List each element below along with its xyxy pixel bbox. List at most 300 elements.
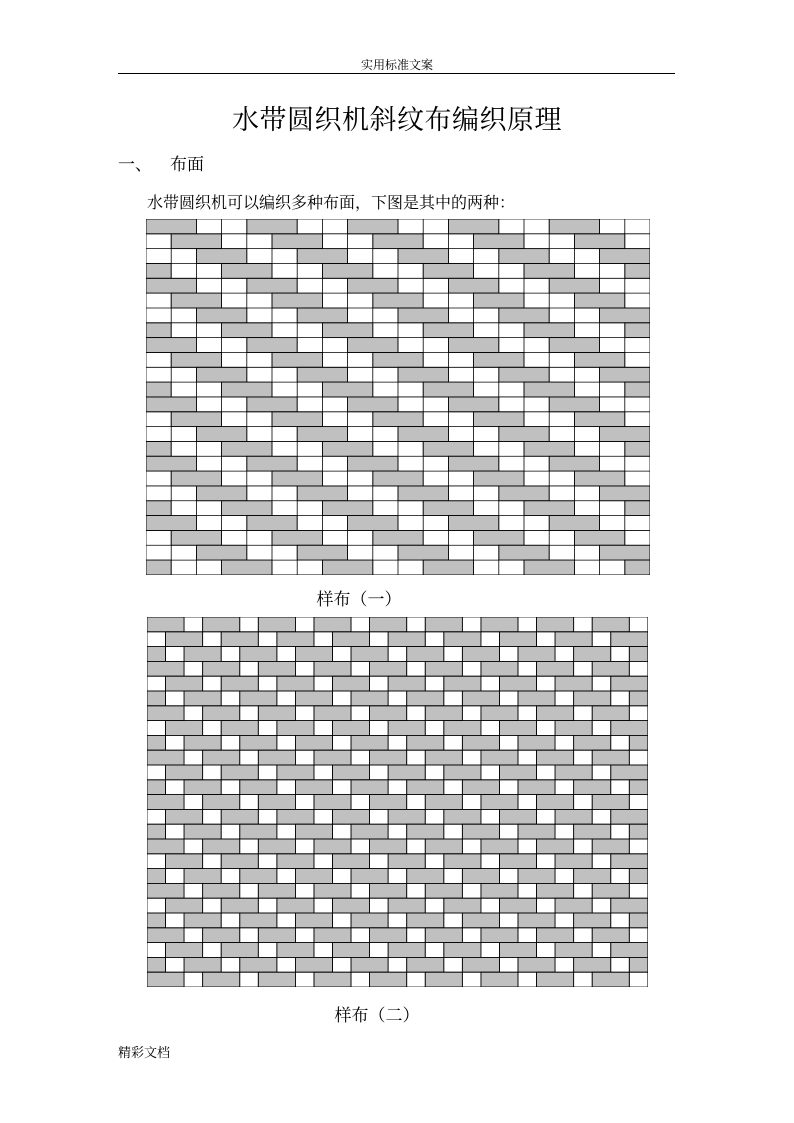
weave-2-float — [574, 780, 611, 795]
weave-2-float — [499, 721, 536, 736]
weave-2-float — [295, 780, 332, 795]
weave-2-float — [277, 809, 314, 824]
weave-2-float — [611, 632, 648, 647]
weave-1-float — [297, 308, 347, 323]
weave-2-float — [277, 765, 314, 780]
weave-2-float — [499, 676, 536, 691]
weave-2-float — [629, 957, 648, 972]
weave-2-float — [518, 957, 555, 972]
weave-2-float — [166, 854, 203, 869]
weave-2-float — [518, 735, 555, 750]
weave-2-float — [351, 647, 388, 662]
weave-2-float — [537, 706, 574, 721]
weave-1-float — [423, 382, 473, 397]
weave-2-float — [574, 913, 611, 928]
weave-1-float — [322, 560, 372, 575]
weave-1-float — [499, 545, 549, 560]
weave-2-float — [481, 706, 518, 721]
weave-2-float — [481, 928, 518, 943]
weave-1-float — [146, 501, 171, 516]
weave-2-float — [333, 676, 370, 691]
weave-1-float — [398, 545, 448, 560]
weave-2-float — [333, 898, 370, 913]
weave-2-float — [166, 765, 203, 780]
weave-2-float — [462, 780, 499, 795]
weave-2-float — [333, 721, 370, 736]
weave-2-float — [295, 824, 332, 839]
weave-2-float — [611, 854, 648, 869]
weave-2-float — [147, 661, 184, 676]
weave-2-float — [388, 809, 425, 824]
weave-2-float — [351, 824, 388, 839]
weave-2-float — [221, 943, 258, 958]
weave-1-float — [549, 219, 599, 234]
weave-2-float — [333, 765, 370, 780]
weave-2-float — [258, 839, 295, 854]
weave-1-float — [524, 501, 574, 516]
section-title: 布面 — [170, 155, 204, 175]
weave-2-float — [258, 883, 295, 898]
weave-1-float — [524, 263, 574, 278]
weave-2-float — [370, 706, 407, 721]
weave-2-float — [203, 883, 240, 898]
weave-2-float — [333, 943, 370, 958]
weave-1-float — [600, 427, 650, 442]
weave-1-float — [398, 427, 448, 442]
weave-2-float — [629, 647, 648, 662]
weave-1-float — [423, 501, 473, 516]
weave-2-float — [333, 632, 370, 647]
weave-1-float — [373, 530, 423, 545]
weave-2-float — [314, 750, 351, 765]
weave-2-float — [425, 795, 462, 810]
page-footer: 精彩文档 — [118, 1046, 171, 1061]
weave-2-float — [351, 780, 388, 795]
weave-diagram-2 — [147, 617, 648, 987]
weave-2-float — [203, 795, 240, 810]
weave-2-float — [240, 824, 277, 839]
weave-1-float — [247, 278, 297, 293]
weave-2-float — [370, 750, 407, 765]
weave-2-float — [499, 943, 536, 958]
weave-1-float — [398, 486, 448, 501]
weave-2-float — [462, 913, 499, 928]
weave-1-float — [373, 352, 423, 367]
weave-2-float — [166, 943, 203, 958]
weave-2-float — [555, 721, 592, 736]
weave-1-float — [272, 234, 322, 249]
weave-2-float — [574, 869, 611, 884]
weave-2-float — [462, 691, 499, 706]
weave-1-float — [247, 338, 297, 353]
weave-2-float — [277, 632, 314, 647]
weave-1-float — [625, 560, 650, 575]
weave-2-float — [240, 869, 277, 884]
weave-2-float — [481, 883, 518, 898]
weave-2-float — [240, 647, 277, 662]
weave-2-float — [425, 928, 462, 943]
weave-2-float — [370, 795, 407, 810]
weave-2-float — [184, 647, 221, 662]
weave-1-float — [499, 486, 549, 501]
weave-1-float — [297, 545, 347, 560]
weave-1-float — [146, 263, 171, 278]
weave-2-float — [462, 869, 499, 884]
weave-1-float — [297, 367, 347, 382]
weave-2-float — [611, 721, 648, 736]
weave-2-float — [611, 765, 648, 780]
weave-2-float — [147, 839, 184, 854]
weave-diagram-1 — [146, 219, 650, 575]
weave-2-float — [537, 750, 574, 765]
weave-1-float — [574, 412, 624, 427]
weave-1-float — [448, 397, 498, 412]
weave-2-float — [481, 795, 518, 810]
weave-1-float — [524, 560, 574, 575]
weave-1-float — [474, 293, 524, 308]
weave-2-float — [166, 632, 203, 647]
page-header: 实用标准文案 — [360, 58, 433, 72]
weave-2-float — [388, 898, 425, 913]
weave-2-float — [370, 661, 407, 676]
weave-1-float — [524, 441, 574, 456]
weave-2-float — [425, 883, 462, 898]
weave-2-float — [518, 691, 555, 706]
weave-2-float — [499, 898, 536, 913]
weave-1-float — [423, 323, 473, 338]
weave-1-float — [146, 323, 171, 338]
weave-2-float — [147, 691, 166, 706]
weave-2-float — [518, 869, 555, 884]
weave-2-float — [184, 824, 221, 839]
weave-2-float — [370, 928, 407, 943]
weave-2-float — [147, 750, 184, 765]
weave-2-float — [537, 617, 574, 632]
weave-2-float — [314, 972, 351, 987]
weave-1-float — [448, 278, 498, 293]
weave-2-float — [277, 943, 314, 958]
weave-2-float — [277, 898, 314, 913]
weave-1-float — [348, 278, 398, 293]
weave-2-float — [407, 735, 444, 750]
weave-2-float — [203, 617, 240, 632]
weave-1-float — [171, 352, 221, 367]
weave-1-float — [574, 293, 624, 308]
weave-2-float — [592, 839, 629, 854]
weave-1-float — [348, 397, 398, 412]
weave-1-float — [247, 456, 297, 471]
weave-2-float — [574, 691, 611, 706]
weave-2-float — [351, 869, 388, 884]
weave-2-float — [370, 972, 407, 987]
weave-2-float — [629, 913, 648, 928]
weave-2-float — [258, 928, 295, 943]
weave-2-float — [203, 839, 240, 854]
weave-2-float — [425, 617, 462, 632]
weave-1-float — [146, 456, 196, 471]
weave-2-float — [147, 780, 166, 795]
weave-2-float — [333, 854, 370, 869]
weave-1-float — [222, 560, 272, 575]
weave-2-float — [388, 721, 425, 736]
weave-2-float — [592, 972, 629, 987]
weave-2-float — [462, 957, 499, 972]
weave-2-float — [277, 676, 314, 691]
weave-1-float — [625, 382, 650, 397]
weave-2-float — [592, 661, 629, 676]
weave-1-float — [322, 441, 372, 456]
weave-1-float — [448, 516, 498, 531]
weave-1-float — [247, 397, 297, 412]
weave-1-float — [448, 338, 498, 353]
weave-1-float — [398, 249, 448, 264]
weave-2-float — [351, 913, 388, 928]
weave-2-float — [611, 809, 648, 824]
weave-2-float — [592, 795, 629, 810]
weave-1-float — [222, 501, 272, 516]
document-title: 水带圆织机斜纹布编织原理 — [232, 105, 562, 136]
weave-1-float — [398, 308, 448, 323]
weave-1-float — [549, 456, 599, 471]
weave-2-float — [407, 691, 444, 706]
weave-2-float — [407, 957, 444, 972]
weave-2-float — [629, 735, 648, 750]
weave-2-float — [147, 647, 166, 662]
weave-1-float — [448, 219, 498, 234]
weave-1-float — [146, 278, 196, 293]
weave-2-float — [592, 928, 629, 943]
section-number: 一、 — [118, 155, 152, 175]
weave-2-float — [592, 706, 629, 721]
weave-1-float — [348, 456, 398, 471]
weave-2-float — [444, 809, 481, 824]
weave-2-float — [295, 957, 332, 972]
weave-1-float — [524, 323, 574, 338]
weave-2-float — [407, 780, 444, 795]
weave-1-float — [171, 234, 221, 249]
weave-2-float — [499, 632, 536, 647]
weave-2-float — [314, 883, 351, 898]
weave-2-float — [147, 706, 184, 721]
weave-2-float — [425, 750, 462, 765]
weave-1-float — [171, 471, 221, 486]
weave-1-float — [322, 382, 372, 397]
weave-1-float — [146, 560, 171, 575]
weave-1-float — [222, 382, 272, 397]
weave-2-float — [481, 972, 518, 987]
weave-1-float — [549, 516, 599, 531]
weave-1-float — [196, 249, 246, 264]
weave-2-float — [537, 883, 574, 898]
weave-2-float — [333, 809, 370, 824]
weave-1-float — [625, 441, 650, 456]
weave-2-float — [574, 824, 611, 839]
weave-2-float — [629, 824, 648, 839]
weave-2-float — [184, 957, 221, 972]
weave-1-float — [247, 516, 297, 531]
weave-2-float — [499, 765, 536, 780]
weave-1-float — [524, 382, 574, 397]
weave-1-float — [600, 367, 650, 382]
weave-1-float — [600, 486, 650, 501]
weave-1-float — [146, 382, 171, 397]
weave-2-float — [425, 839, 462, 854]
weave-2-float — [221, 765, 258, 780]
weave-2-float — [295, 647, 332, 662]
weave-2-float — [629, 691, 648, 706]
weave-1-float — [549, 397, 599, 412]
weave-2-float — [203, 928, 240, 943]
weave-1-float — [423, 263, 473, 278]
weave-2-float — [370, 617, 407, 632]
weave-1-float — [499, 367, 549, 382]
weave-2-float — [592, 883, 629, 898]
weave-2-float — [147, 957, 166, 972]
weave-2-float — [462, 824, 499, 839]
weave-2-float — [221, 898, 258, 913]
weave-1-float — [398, 367, 448, 382]
weave-1-float — [146, 338, 196, 353]
weave-2-float — [462, 735, 499, 750]
weave-1-float — [222, 323, 272, 338]
weave-2-float — [184, 780, 221, 795]
weave-2-float — [444, 632, 481, 647]
weave-2-float — [351, 691, 388, 706]
weave-2-float — [555, 632, 592, 647]
weave-2-float — [258, 617, 295, 632]
weave-2-float — [277, 721, 314, 736]
weave-2-float — [537, 972, 574, 987]
weave-2-float — [388, 676, 425, 691]
weave-1-float — [146, 397, 196, 412]
weave-1-float — [196, 308, 246, 323]
weave-2-float — [295, 691, 332, 706]
weave-2-float — [388, 943, 425, 958]
weave-2-float — [629, 780, 648, 795]
weave-1-float — [222, 441, 272, 456]
weave-2-float — [147, 913, 166, 928]
weave-2-float — [425, 972, 462, 987]
weave-2-float — [555, 854, 592, 869]
weave-2-float — [147, 972, 184, 987]
weave-1-float — [272, 412, 322, 427]
weave-1-float — [625, 263, 650, 278]
weave-2-float — [388, 632, 425, 647]
weave-2-float — [351, 735, 388, 750]
weave-1-float — [322, 501, 372, 516]
weave-2-float — [147, 883, 184, 898]
weave-2-float — [574, 647, 611, 662]
weave-1-float — [474, 412, 524, 427]
figure-caption-1: 样布（一） — [316, 590, 402, 610]
weave-2-float — [203, 750, 240, 765]
weave-2-float — [444, 765, 481, 780]
weave-2-float — [592, 617, 629, 632]
weave-2-float — [240, 691, 277, 706]
weave-2-float — [203, 972, 240, 987]
weave-2-float — [537, 928, 574, 943]
weave-2-float — [388, 854, 425, 869]
weave-1-float — [297, 249, 347, 264]
weave-2-float — [147, 735, 166, 750]
weave-1-float — [600, 249, 650, 264]
weave-2-float — [611, 676, 648, 691]
weave-1-float — [549, 278, 599, 293]
weave-2-float — [499, 809, 536, 824]
weave-1-float — [474, 352, 524, 367]
weave-2-float — [314, 839, 351, 854]
weave-2-float — [407, 913, 444, 928]
weave-2-float — [407, 869, 444, 884]
weave-2-float — [611, 898, 648, 913]
weave-1-float — [146, 219, 196, 234]
weave-1-float — [196, 486, 246, 501]
weave-2-float — [184, 735, 221, 750]
weave-2-float — [425, 661, 462, 676]
weave-2-float — [314, 661, 351, 676]
weave-1-float — [171, 293, 221, 308]
weave-1-float — [146, 441, 171, 456]
weave-2-float — [611, 943, 648, 958]
weave-2-float — [277, 854, 314, 869]
weave-2-float — [221, 676, 258, 691]
weave-1-float — [474, 471, 524, 486]
weave-1-float — [574, 234, 624, 249]
weave-1-float — [171, 530, 221, 545]
weave-2-float — [221, 854, 258, 869]
weave-2-float — [462, 647, 499, 662]
weave-1-float — [474, 530, 524, 545]
weave-2-float — [147, 869, 166, 884]
weave-2-float — [444, 898, 481, 913]
weave-2-float — [537, 795, 574, 810]
weave-2-float — [481, 839, 518, 854]
weave-1-float — [348, 516, 398, 531]
weave-1-float — [600, 545, 650, 560]
weave-2-float — [258, 661, 295, 676]
weave-1-float — [423, 560, 473, 575]
weave-2-float — [295, 869, 332, 884]
weave-1-float — [373, 412, 423, 427]
weave-1-float — [196, 427, 246, 442]
weave-2-float — [481, 617, 518, 632]
weave-2-float — [221, 809, 258, 824]
weave-2-float — [295, 735, 332, 750]
weave-2-float — [314, 706, 351, 721]
weave-1-float — [272, 352, 322, 367]
weave-2-float — [221, 721, 258, 736]
weave-1-float — [222, 263, 272, 278]
weave-1-float — [600, 308, 650, 323]
weave-2-float — [444, 721, 481, 736]
weave-1-float — [348, 338, 398, 353]
weave-2-float — [518, 780, 555, 795]
weave-2-float — [555, 676, 592, 691]
weave-2-float — [518, 647, 555, 662]
weave-1-float — [297, 486, 347, 501]
weave-1-float — [625, 501, 650, 516]
weave-1-float — [499, 427, 549, 442]
weave-2-float — [184, 913, 221, 928]
weave-2-float — [370, 839, 407, 854]
weave-2-float — [537, 661, 574, 676]
weave-1-float — [574, 530, 624, 545]
weave-2-float — [537, 839, 574, 854]
weave-1-float — [448, 456, 498, 471]
weave-1-float — [625, 323, 650, 338]
weave-1-float — [574, 471, 624, 486]
weave-2-float — [407, 824, 444, 839]
